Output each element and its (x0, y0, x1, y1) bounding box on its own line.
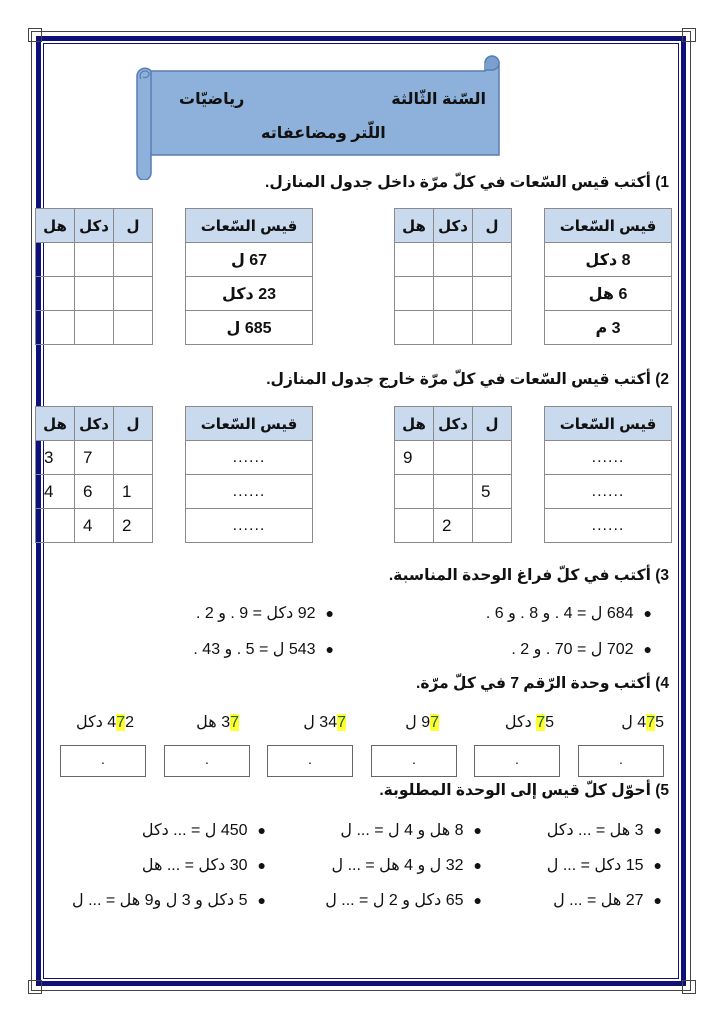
exercise2-table-1 (394, 406, 672, 543)
bullet-icon: ● (257, 857, 266, 873)
decaliter-cell[interactable] (75, 311, 114, 345)
liter-cell (473, 509, 512, 543)
decaliter-cell (434, 441, 473, 475)
number-item: 37 هل (196, 714, 239, 731)
number-item: 75 دكل (504, 714, 554, 731)
answer-box[interactable]: . (267, 745, 353, 777)
corner-ornament (682, 980, 696, 994)
bullet-icon: ● (653, 892, 662, 908)
bullet-icon: ● (325, 605, 334, 621)
highlighted-digit: 7 (430, 714, 439, 731)
exercise1-title: 1) أكتب قيس السّعات في كلّ مرّة داخل جدول المنازل. (265, 174, 669, 191)
exercise2-title: 2) أكتب قيس السّعات في كلّ مرّة خارج جدول المنازل. (266, 371, 669, 388)
measure-answer-cell[interactable]: ...... (545, 475, 672, 509)
header-hectoliter: هل (36, 407, 75, 441)
number-item: 347 ل (303, 714, 346, 731)
hectoliter-cell (395, 475, 434, 509)
highlighted-digit: 7 (116, 714, 126, 731)
measure-cell: 6 هل (545, 277, 672, 311)
scroll-shape (135, 55, 500, 180)
liter-cell[interactable] (473, 311, 512, 345)
table-row (36, 277, 313, 311)
measure-answer-cell[interactable]: ...... (545, 441, 672, 475)
hectoliter-cell[interactable] (395, 277, 434, 311)
list-item[interactable]: ●702 ل = 70 . و 2 . (511, 641, 652, 658)
title-banner (135, 55, 500, 180)
liter-cell[interactable] (473, 243, 512, 277)
measure-answer-cell[interactable]: ...... (186, 509, 313, 543)
hectoliter-cell: 4 (36, 475, 75, 509)
number-item: 97 ل (405, 714, 439, 731)
decaliter-cell: 2 (434, 509, 473, 543)
list-item[interactable]: ●450 ل = ... دكل (141, 822, 266, 839)
hectoliter-cell: 9 (395, 441, 434, 475)
decaliter-cell: 7 (75, 441, 114, 475)
header-liter: ل (473, 209, 512, 243)
table-row (36, 243, 313, 277)
header-measure: قيس السّعات (545, 209, 672, 243)
measure-cell: 685 ل (186, 311, 313, 345)
hectoliter-cell[interactable] (36, 277, 75, 311)
decaliter-cell: 4 (75, 509, 114, 543)
bullet-icon: ● (473, 892, 482, 908)
bullet-icon: ● (257, 822, 266, 838)
number-item: 472 دكل (75, 714, 134, 731)
table-row (395, 475, 672, 509)
measure-cell: 67 ل (186, 243, 313, 277)
measure-cell: 23 دكل (186, 277, 313, 311)
header-hectoliter: هل (395, 209, 434, 243)
answer-box[interactable]: . (474, 745, 560, 777)
header-decaliter: دكل (75, 407, 114, 441)
bullet-icon: ● (643, 605, 652, 621)
table-row (395, 311, 672, 345)
list-item[interactable]: ●92 دكل = 9 . و 2 . (195, 605, 334, 622)
header-liter: ل (114, 407, 153, 441)
liter-cell[interactable] (473, 277, 512, 311)
hectoliter-cell (395, 509, 434, 543)
liter-cell: 1 (114, 475, 153, 509)
subject-label: رياضيّات (179, 91, 245, 108)
exercise1-table-1 (394, 208, 672, 345)
decaliter-cell[interactable] (75, 277, 114, 311)
list-item[interactable]: ●3 هل = ... دكل (546, 822, 662, 839)
measure-cell: 3 م (545, 311, 672, 345)
bullet-icon: ● (473, 857, 482, 873)
table-row (36, 509, 313, 543)
liter-cell (473, 441, 512, 475)
bullet-icon: ● (473, 822, 482, 838)
header-liter: ل (473, 407, 512, 441)
table-row (395, 243, 672, 277)
hectoliter-cell: 3 (36, 441, 75, 475)
bullet-icon: ● (325, 641, 334, 657)
list-item[interactable]: ●8 هل و 4 ل = ... ل (340, 822, 482, 839)
header-measure: قيس السّعات (186, 209, 313, 243)
decaliter-cell[interactable] (75, 243, 114, 277)
header-hectoliter: هل (36, 209, 75, 243)
list-item[interactable]: ●32 ل و 4 هل = ... ل (331, 857, 482, 874)
corner-ornament (28, 980, 42, 994)
list-item[interactable]: ●684 ل = 4 . و 8 . و 6 . (485, 605, 652, 622)
table-row (36, 475, 313, 509)
answer-box[interactable]: . (164, 745, 250, 777)
highlighted-digit: 7 (536, 714, 546, 731)
header-decaliter: دكل (75, 209, 114, 243)
liter-cell[interactable] (114, 243, 153, 277)
header-hectoliter: هل (395, 407, 434, 441)
list-item[interactable]: ●15 دكل = ... ل (546, 857, 662, 874)
header-measure: قيس السّعات (545, 407, 672, 441)
answer-box[interactable]: . (578, 745, 664, 777)
exercise3-title: 3) أكتب في كلّ فراغ الوحدة المناسبة. (388, 567, 669, 584)
liter-cell[interactable] (114, 311, 153, 345)
answer-box[interactable]: . (371, 745, 457, 777)
highlighted-digit: 7 (337, 714, 346, 731)
list-item[interactable]: ●27 هل = ... ل (553, 892, 662, 909)
bullet-icon: ● (643, 641, 652, 657)
table-row (395, 441, 672, 475)
lesson-title: اللّتر ومضاعفاته (261, 125, 386, 142)
exercise4-title: 4) أكتب وحدة الرّقم 7 في كلّ مرّة. (416, 675, 669, 692)
measure-cell: 8 دكل (545, 243, 672, 277)
decaliter-cell[interactable] (434, 277, 473, 311)
list-item[interactable]: ●30 دكل = ... هل (141, 857, 266, 874)
table-row (36, 441, 313, 475)
decaliter-cell[interactable] (434, 311, 473, 345)
header-decaliter: دكل (434, 407, 473, 441)
liter-cell[interactable] (114, 277, 153, 311)
liter-cell: 5 (473, 475, 512, 509)
grade-label: السّنة الثّالثة (391, 91, 486, 108)
corner-ornament (28, 28, 42, 42)
exercise5-title: 5) أحوّل كلّ قيس إلى الوحدة المطلوبة. (379, 782, 669, 799)
list-item[interactable]: ●543 ل = 5 . و 43 . (193, 641, 334, 658)
liter-cell (114, 441, 153, 475)
list-item[interactable]: ●65 دكل و 2 ل = ... ل (325, 892, 482, 909)
table-row (395, 509, 672, 543)
exercise1-table-2 (35, 208, 313, 345)
table-row (36, 311, 313, 345)
hectoliter-cell[interactable] (36, 243, 75, 277)
bullet-icon: ● (653, 822, 662, 838)
answer-box[interactable]: . (60, 745, 146, 777)
decaliter-cell: 6 (75, 475, 114, 509)
bullet-icon: ● (653, 857, 662, 873)
header-decaliter: دكل (434, 209, 473, 243)
highlighted-digit: 7 (646, 714, 656, 731)
decaliter-cell (434, 475, 473, 509)
highlighted-digit: 7 (230, 714, 239, 731)
hectoliter-cell (36, 509, 75, 543)
measure-answer-cell[interactable]: ...... (186, 475, 313, 509)
decaliter-cell[interactable] (434, 243, 473, 277)
table-row (395, 277, 672, 311)
hectoliter-cell[interactable] (395, 243, 434, 277)
exercise2-table-2 (35, 406, 313, 543)
number-item: 475 ل (621, 714, 664, 731)
header-liter: ل (114, 209, 153, 243)
corner-ornament (682, 28, 696, 42)
measure-answer-cell[interactable]: ...... (186, 441, 313, 475)
measure-answer-cell[interactable]: ...... (545, 509, 672, 543)
list-item[interactable]: ●5 دكل و 3 ل و9 هل = ... ل (72, 892, 266, 909)
liter-cell: 2 (114, 509, 153, 543)
hectoliter-cell[interactable] (395, 311, 434, 345)
hectoliter-cell[interactable] (36, 311, 75, 345)
bullet-icon: ● (257, 892, 266, 908)
header-measure: قيس السّعات (186, 407, 313, 441)
